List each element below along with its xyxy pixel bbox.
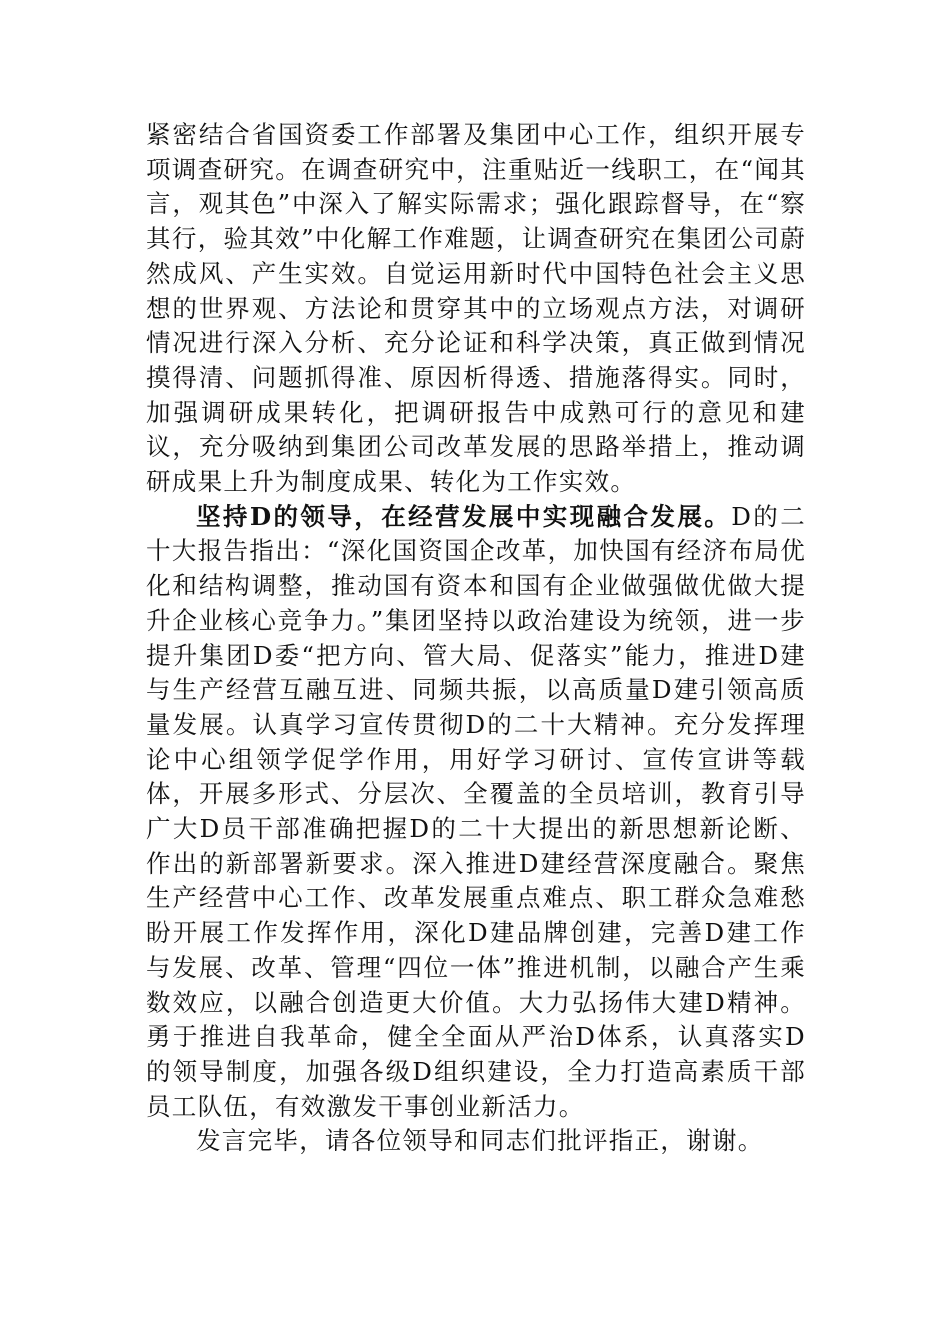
paragraph-party-leadership xyxy=(146,500,806,1125)
paragraph-research xyxy=(146,118,806,500)
paragraph-lead-heading: 坚持D的领导，在经营发展中实现融合发展。 xyxy=(196,501,732,531)
paragraph-closing xyxy=(146,1124,806,1159)
paragraph-text: 发言完毕，请各位领导和同志们批评指正，谢谢。 xyxy=(196,1126,764,1156)
document-page xyxy=(146,118,806,1159)
paragraph-text: D的二十大报告指出：“深化国资国企改革，加快国有经济布局优化和结构调整，推动国有资本和国有企业做强做优做大提升企业核心竞争力。”集团坚持以政治建设为统领，进一步提升集团D委“把方向、管大局、促落实”能力，推进D建与生产经营互融互进、同频共振，以高质量D建引领高质量发展。认真学习宣传贯彻D的二十大精神。充分发挥理论中心组领学促学作用，用好学习研讨、宣传宣讲等载体，开展多形式、分层次、全覆盖的全员培训，教育引导广大D员干部准确把握D的二十大提出的新思想新论断、作出的新部署新要求。深入推进D建经营深度融合。聚焦生产经营中心工作、改革发展重点难点、职工群众急难愁盼开展工作发挥作用，深化D建品牌创建，完善D建工作与发展、改革、管理“四位一体”推进机制，以融合产生乘数效应，以融合创造更大价值。大力弘扬伟大建D精神。勇于推进自我革命，健全全面从严治D体系，认真落实D的领导制度，加强各级D组织建设，全力打造高素质干部员工队伍，有效激发干事创业新活力。 xyxy=(146,501,806,1121)
paragraph-text: 紧密结合省国资委工作部署及集团中心工作，组织开展专项调查研究。在调查研究中，注重贴近一线职工，在“闻其言，观其色”中深入了解实际需求；强化跟踪督导，在“察其行，验其效”中化解工作难题，让调查研究在集团公司蔚然成风、产生实效。自觉运用新时代中国特色社会主义思想的世界观、方法论和贯穿其中的立场观点方法，对调研情况进行深入分析、充分论证和科学决策，真正做到情况摸得清、问题抓得准、原因析得透、措施落得实。同时，加强调研成果转化，把调研报告中成熟可行的意见和建议，充分吸纳到集团公司改革发展的思路举措上，推动调研成果上升为制度成果、转化为工作实效。 xyxy=(146,120,806,497)
